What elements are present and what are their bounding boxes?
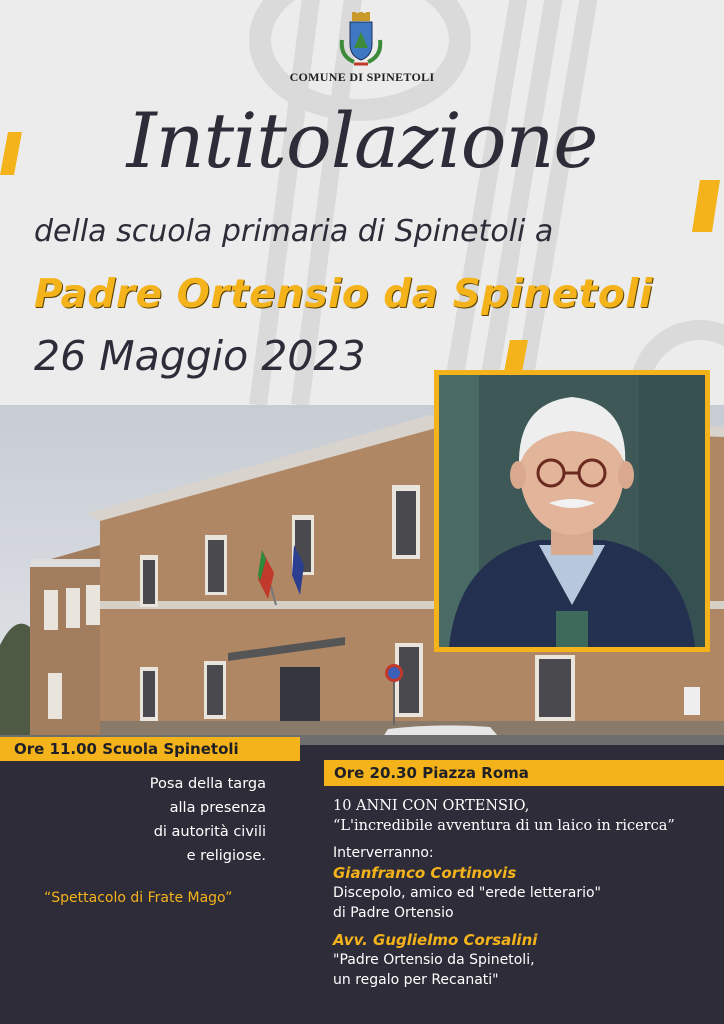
honoree-name: Padre Ortensio da Spinetoli <box>34 272 653 317</box>
event1-line: Posa della targa <box>149 776 266 792</box>
event1-line: di autorità civili <box>153 824 266 840</box>
event1-heading: Ore 11.00 Scuola Spinetoli <box>14 740 239 758</box>
speaker2-desc: "Padre Ortensio da Spinetoli, <box>333 952 535 968</box>
speakers-intro: Interverranno: <box>333 845 434 861</box>
event1-description <box>150 772 266 868</box>
speaker1-desc: Discepolo, amico ed "erede letterario" <box>333 885 601 901</box>
portrait-photo <box>434 370 710 652</box>
speaker1-name: Gianfranco Cortinovis <box>333 864 517 882</box>
speaker1-desc: di Padre Ortensio <box>333 905 454 921</box>
event1-line: alla presenza <box>169 800 266 816</box>
speaker2-desc: un regalo per Recanati" <box>333 972 499 988</box>
municipality-name: COMUNE DI SPINETOLI <box>289 70 435 84</box>
event2-line2: “L'incredibile avventura di un laico in ricerca” <box>333 818 675 834</box>
event2-heading: Ore 20.30 Piazza Roma <box>334 764 529 782</box>
event1-heading-bar <box>0 737 300 761</box>
speaker2-name: Avv. Guglielmo Corsalini <box>333 931 538 949</box>
page-title: Intitolazione <box>126 96 598 185</box>
event2-heading-bar <box>324 760 724 786</box>
coat-of-arms-icon <box>338 12 384 68</box>
event2-description <box>333 796 718 990</box>
event1-quote: “Spettacolo di Frate Mago” <box>44 890 233 906</box>
header-area <box>0 0 724 405</box>
event2-line1: 10 ANNI CON ORTENSIO, <box>333 798 530 814</box>
event-date: 26 Maggio 2023 <box>34 332 366 380</box>
subtitle: della scuola primaria di Spinetoli a <box>34 214 554 249</box>
event1-line: e religiose. <box>186 848 266 864</box>
